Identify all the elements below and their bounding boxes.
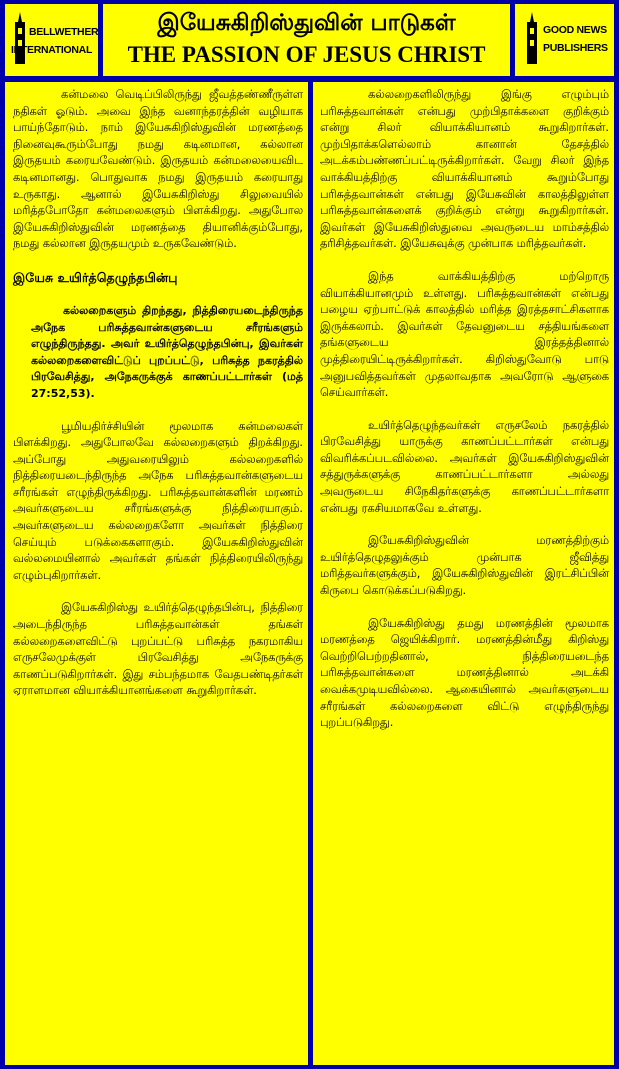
logo-right-line1: GOOD NEWS [543, 24, 607, 36]
page-title-tamil: இயேசுகிறிஸ்துவின் பாடுகள் [157, 10, 456, 36]
right-column [313, 82, 614, 1065]
right-paragraph-5: இயேசுகிறிஸ்து தமது மரணத்தின் மூலமாக மரணத்தை ஜெயிக்கிறார். மரணத்தின்மீது கிறிஸ்து வெற்றிபெற்றதினால், நித்திரையடைந்த பரிசுத்தவான்களை மரணத்தினால் அடக்கி வைக்கமுடியவில்லை. ஆகையினால் அவர்களுடைய சரீரங்கள் கல்லறைகளை விட்டு எழுந்திருந்து புறப்படுகிறது. [320, 616, 609, 730]
page-title-english: THE PASSION OF JESUS CHRIST [127, 42, 486, 67]
right-paragraph-4: இயேசுகிறிஸ்துவின் மரணத்திற்கும் உயிர்த்தெழுதலுக்கும் முன்பாக ஜீவித்து மரித்தவர்களுக்கும், இயேசுகிறிஸ்துவின் இரட்சிப்பின் கிருபை கொடுக்கப்படுகிறது. [320, 534, 609, 598]
scripture-quote: கல்லறைகளும் திறந்தது, நித்திரையடைந்திருந்த அநேக பரிசுத்தவான்களுடைய சரீரங்களும் எழுந்திருந்தது. அவர் உயிர்த்தெழுந்தபின்பு, இவர்கள் கல்லறைகளைவிட்டுப் புறப்பட்டு, பரிசுத்த நகரத்தில் பிரவேசித்து, அநேகருக்குக் காணப்பட்டார்கள் (மத் 27:52,53). [31, 303, 303, 400]
left-paragraph-3: இயேசுகிறிஸ்து உயிர்த்தெழுந்தபின்பு, நித்திரை அடைந்திருந்த பரிசுத்தவான்கள் தங்கள் கல்லறைகளைவிட்டு புறப்பட்டு பரிசுத்த நகரமாகிய எருசலேமுக்குள் பிரவேசித்து அநேகருக்கு காணப்படுகிறார்கள். இது சம்பந்தமாக வேதபண்டிதர்கள் ஏராளமான வியாக்கியானங்களை கூறுகிறார்கள். [13, 601, 303, 698]
tower-logo-icon [525, 12, 539, 64]
left-paragraph-2: பூமியதிர்ச்சியின் மூலமாக கன்மலைகள் பிளக்கிறது. அதுபோலவே கல்லறைகளும் திறக்கிறது. அப்போது அதுவரையிலும் கல்லறைகளில் நித்திரையடைந்திருந்த அநேக பரிசுத்தவான்களுடைய சரீரங்கள் எழுந்திருக்கிறது. பரிசுத்தவான்களின் மரணம் அவர்களுடைய சரீரங்களுக்கு நித்திரையாகும். அவர்களுடைய கல்லறைகளோ அவர்கள் நித்திரை செய்யும் படுக்கைகளாகும். இயேசுகிறிஸ்துவின் வல்லமையினால் அவர்கள் தங்கள் நித்திரையிலிருந்து எழும்புகிறார்கள். [13, 419, 303, 582]
section-heading: இயேசு உயிர்த்தெழுந்தபின்பு [13, 269, 178, 285]
title-banner [103, 4, 510, 76]
left-column [5, 82, 308, 1065]
right-paragraph-3: உயிர்த்தெழுந்தவர்கள் எருசலேம் நகரத்தில் பிரவேசித்து யாருக்கு காணப்பட்டார்கள் என்பது விவரிக்கப்படவில்லை. அவர்கள் இயேசுகிறிஸ்துவின் சத்துருக்களுக்கு காணப்பட்டார்களா அல்லது அவருடைய சிநேகிதர்களுக்கு காணப்பட்டார்களா என்பது ரகசியமாகவே உள்ளது. [320, 418, 609, 515]
bellwether-logo [5, 4, 98, 76]
left-paragraph-1: கன்மலை வெடிப்பிலிருந்து ஜீவத்தண்ணீருள்ள நதிகள் ஓடும். அவை இந்த வனாந்தரத்தின் வழியாக பாய்ந்தோடும். நாம் இயேசுகிறிஸ்துவின் மரணத்தை நினைவுகூரும்போது நமது கடினமான, கல்லான இருதயம் கரையவேண்டும். இருதயம் கன்மலையைவிட கடினமானது. பொதுவாக நமது இருதயம் கரையாது உருகாது. ஆனால் இயேசுகிறிஸ்து சிலுவையில் மரித்தபோதோ கன்மலைகளும் பிளக்கிறது. அதுபோல இயேசுகிறிஸ்துவின் மரணத்தை தியானிக்கும்போது, நமது கல்லான இருதயமும் உருகவேண்டும். [13, 88, 303, 251]
right-paragraph-1: கல்லறைகளிலிருந்து இங்கு எழும்பும் பரிசுத்தவான்கள் என்பது முற்பிதாக்களை குறிக்கும் என்று சிலர் வியாக்கியானம் கூறுகிறார்கள். முற்பிதாக்களெல்லாம் கானான் தேசத்தில் அடக்கம்பண்ணப்பட்டிருக்கிறார்கள். வேறு சிலர் இந்த வாக்கியத்திற்கு வியாக்கியானம் கூறும்போது பரிசுத்தவான்கள் என்பது இயேசுவின் காலத்திலுள்ள பரிசுத்தவான்களைக் குறிக்கும் என்று கூறுகிறார்கள். இவர்கள் இயேசுகிறிஸ்துவை அவருடைய மாம்சத்தில் தரிசித்தவர்கள். இயேசுவுக்கு முன்பாக மரித்தவர்கள். [320, 88, 609, 251]
logo-left-line1: BELLWETHER [29, 26, 98, 38]
good-news-logo [515, 4, 614, 76]
right-paragraph-2: இந்த வாக்கியத்திற்கு மற்றொரு வியாக்கியானமும் உள்ளது. பரிசுத்தவான்கள் என்பது பழைய ஏற்பாட்டுக் காலத்தில் மரித்த இரத்தசாட்சிகளாக இருக்கலாம். இவர்கள் தேவனுடைய சத்தியங்களை தங்களுடைய இரத்தத்தினால் முத்திரையிட்டிருக்கிறார்கள். கிறிஸ்துவோடு பாடு அனுபவித்தவர்கள் முதலாவதாக அவரோடு ஆளுகை செய்வார்கள். [320, 269, 609, 400]
logo-right-line2: PUBLISHERS [543, 42, 608, 54]
logo-left-line2: INTERNATIONAL [11, 44, 93, 56]
